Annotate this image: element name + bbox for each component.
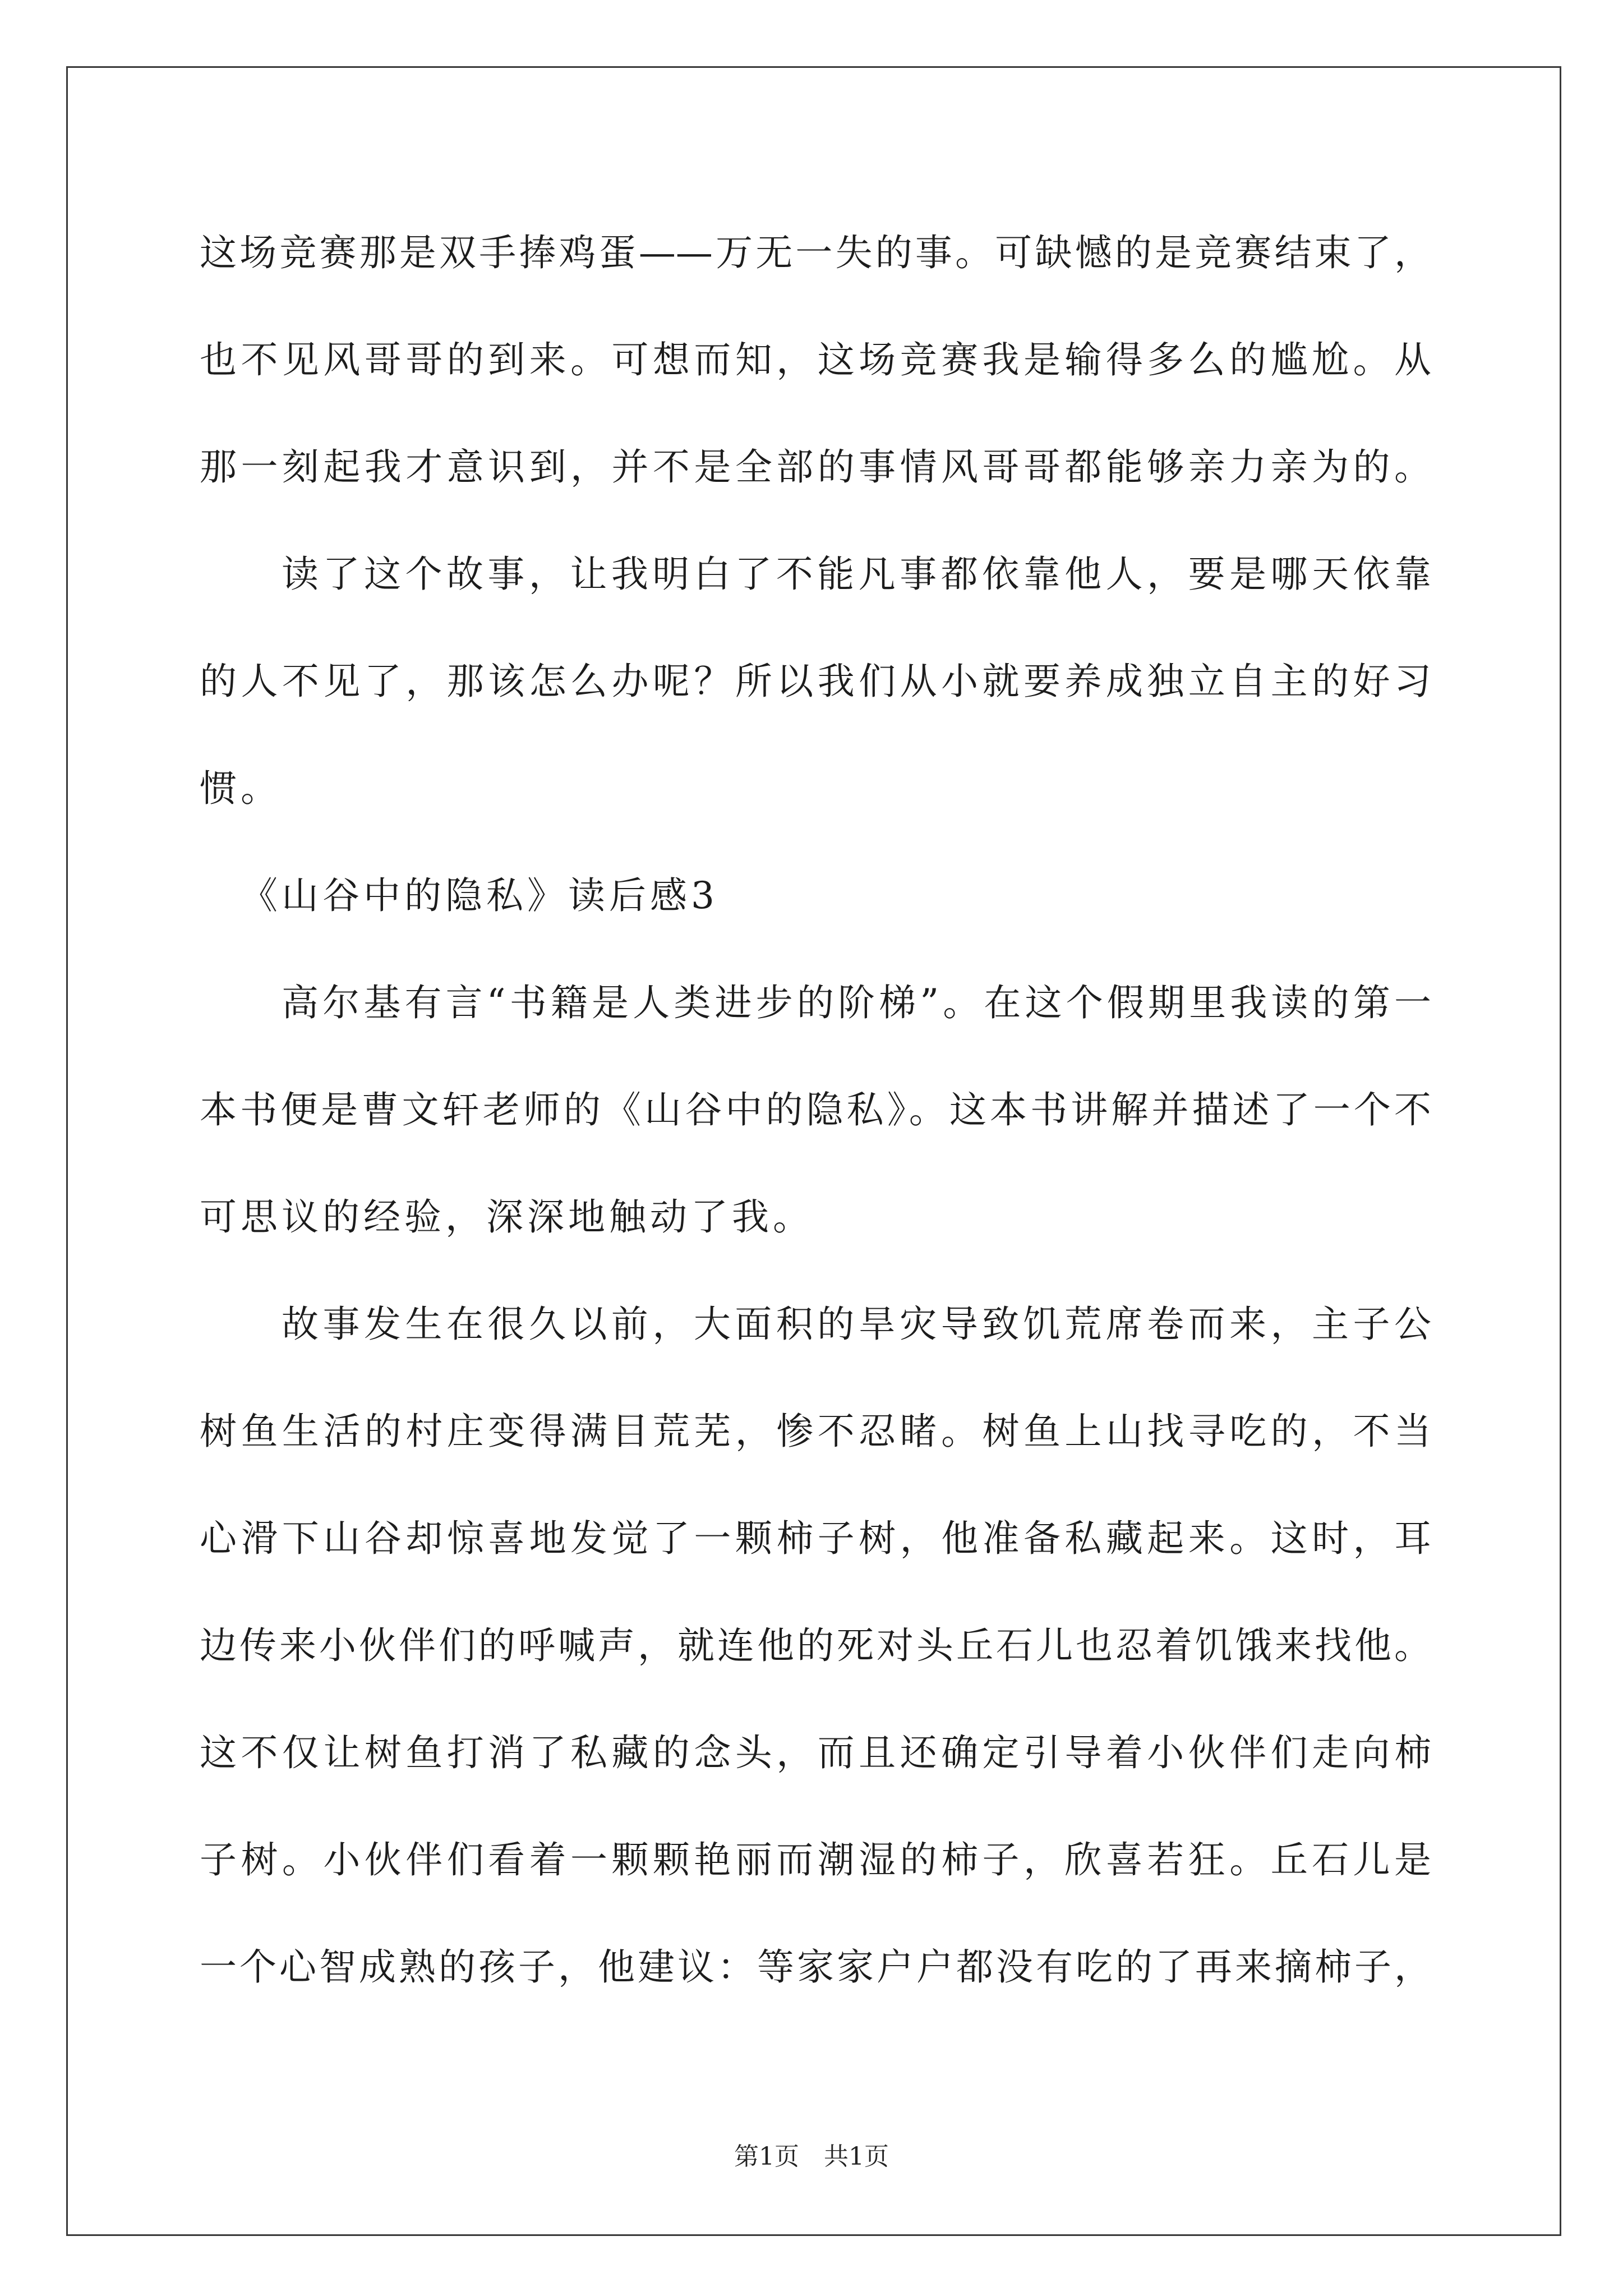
text-line: 惯。 <box>200 767 282 810</box>
paragraph <box>200 199 1431 521</box>
page-footer: 第1页 共1页 <box>734 2142 889 2171</box>
text-line: 高尔基有言“书籍是人类进步的阶梯”。在这个假期里我读的第一 <box>282 981 1431 1024</box>
text-line: 那一刻起我才意识到，并不是全部的事情风哥哥都能够亲力亲为的。 <box>200 445 1431 489</box>
text-line: 心滑下山谷却惊喜地发觉了一颗柿子树，他准备私藏起来。这时，耳 <box>200 1517 1431 1560</box>
text-line: 这不仅让树鱼打消了私藏的念头，而且还确定引导着小伙伴们走向柿 <box>200 1731 1431 1774</box>
text-line: 可思议的经验，深深地触动了我。 <box>200 1195 814 1239</box>
text-line: 一个心智成熟的孩子，他建议：等家家户户都没有吃的了再来摘柿子， <box>200 1945 1431 1989</box>
text-line: 边传来小伙伴们的呼喊声，就连他的死对头丘石儿也忍着饥饿来找他。 <box>200 1624 1431 1667</box>
body-text <box>200 199 1431 2021</box>
text-line: 的人不见了，那该怎么办呢？所以我们从小就要养成独立自主的好习 <box>200 660 1431 703</box>
paragraph <box>200 949 1431 1271</box>
text-line: 也不见风哥哥的到来。可想而知，这场竞赛我是输得多么的尴尬。从 <box>200 338 1431 381</box>
text-line: 读了这个故事，让我明白了不能凡事都依靠他人，要是哪天依靠 <box>282 553 1431 596</box>
text-line: 本书便是曹文轩老师的《山谷中的隐私》。这本书讲解并描述了一个不 <box>200 1088 1431 1131</box>
paragraph <box>200 521 1431 842</box>
text-line: 故事发生在很久以前，大面积的旱灾导致饥荒席卷而来，主子公 <box>282 1303 1431 1346</box>
essay-section <box>200 842 1431 2021</box>
text-line: 子树。小伙伴们看着一颗颗艳丽而潮湿的柿子，欣喜若狂。丘石儿是 <box>200 1838 1431 1881</box>
paragraph <box>200 1271 1431 2021</box>
text-line: 这场竞赛那是双手捧鸡蛋——万无一失的事。可缺憾的是竞赛结束了， <box>200 231 1431 274</box>
essay-section-continued <box>200 199 1431 842</box>
text-line: 树鱼生活的村庄变得满目荒芜，惨不忍睹。树鱼上山找寻吃的，不当 <box>200 1410 1431 1453</box>
essay-title: 《山谷中的隐私》读后感3 <box>241 874 718 917</box>
